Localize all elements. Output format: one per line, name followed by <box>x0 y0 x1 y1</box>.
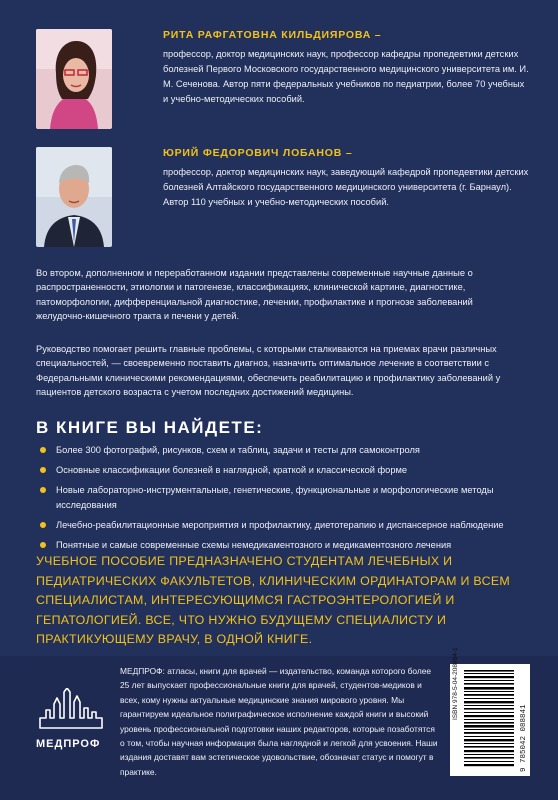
author-name-1: РИТА РАФГАТОВНА КИЛЬДИЯРОВА – <box>163 29 382 41</box>
author-bio-1: профессор, доктор медицинских наук, профессор кафедры пропедевтики детских болезней Первого Московского государственного медицинского университета им. И. М. Сеченова. Автор пяти федеральных учебников по педиатрии, более 70 учебных и учебно-методических пособий. <box>163 49 529 104</box>
publisher-about: МЕДПРОФ: атласы, книги для врачей — издательство, команда которого более 25 лет выпускает профессиональные книги для врачей, студентов-медиков и всех, кому нужны актуальные медицинские знания мирового уровня. Мы гарантируем идеальное полиграфическое исполнение каждой книги и высокий уровень профессиональной подготовки наших редакторов, которые позаботятся о том, чтобы научная информация была наглядной и легкой для усвоения. Наши издания доставят вам эстетическое удовольствие, обозначат статус и помогут в практике. <box>120 666 438 777</box>
barcode <box>450 647 530 776</box>
audience-slogan: УЧЕБНОЕ ПОСОБИЕ ПРЕДНАЗНАЧЕНО СТУДЕНТАМ ЛЕЧЕБНЫХ И ПЕДИАТРИЧЕСКИХ ФАКУЛЬТЕТОВ, КЛИНИЧЕСКИМ ОРДИНАТОРАМ И ВСЕМ СПЕЦИАЛИСТАМ, ИНТЕРЕСУЮЩИМСЯ ГАСТРОЭНТЕРОЛОГИЕЙ И ГЕПАТОЛОГИЕЙ. ВСЕ, ЧТО НУЖНО БУДУЩЕМУ СПЕЦИАЛИСТУ И ПРАКТИКУЮЩЕМУ ВРАЧУ, В ОДНОЙ КНИГЕ. <box>36 554 511 646</box>
bullet-icon <box>40 542 46 548</box>
feature-item: Лечебно-реабилитационные мероприятия и профилактику, диетотерапию и диспансерное наблюдение <box>36 518 522 532</box>
logo-text: МЕДПРОФ <box>36 738 101 750</box>
bullet-icon <box>40 487 46 493</box>
author-block-2 <box>36 147 529 251</box>
barcode-bars-icon <box>450 664 530 776</box>
author-photo-2 <box>36 147 112 247</box>
barcode-digits: 9 785042 088841 <box>520 704 528 772</box>
bullet-icon <box>40 447 46 453</box>
feature-item: Основные классификации болезней в наглядной, краткой и классической форме <box>36 463 522 477</box>
isbn-label: ISBN 978-5-04-208884-1 <box>452 647 459 720</box>
features-list <box>36 443 522 558</box>
description-paragraph-2: Руководство помогает решить главные проблемы, с которыми сталкиваются на приемах врачи различных специальностей, — своевременно поставить диагноз, назначить оптимальное лечение в соответствии с Федеральными клиническими рекомендациями, обеспечить реабилитацию и профилактику заболеваний у пациентов детского возраста с учетом последних достижений медицины. <box>36 344 501 397</box>
feature-item: Более 300 фотографий, рисунков, схем и таблиц, задачи и тесты для самоконтроля <box>36 443 522 457</box>
feature-item: Понятные и самые современные схемы немедикаментозного и медикаментозного лечения <box>36 538 522 552</box>
features-heading: В КНИГЕ ВЫ НАЙДЕТЕ: <box>36 418 264 437</box>
medprof-logo-icon <box>36 688 106 737</box>
author-photo-1 <box>36 29 112 129</box>
bullet-icon <box>40 467 46 473</box>
feature-item: Новые лабораторно-инструментальные, генетические, функциональные и морфологические методы исследования <box>36 483 522 511</box>
description-paragraph-1: Во втором, дополненном и переработанном издании представлены современные научные данные о распространенности, этиологии и патогенезе, классификациях, клинической картине, диагностике, патоморфологии, дифференциальной диагностике, лечении, профилактике и прогнозе заболеваний желудочно-кишечного тракта и печени у детей. <box>36 268 473 321</box>
author-block-1 <box>36 29 529 133</box>
author-name-2: ЮРИЙ ФЕДОРОВИЧ ЛОБАНОВ – <box>163 147 353 159</box>
bullet-icon <box>40 522 46 528</box>
author-bio-2: профессор, доктор медицинских наук, заведующий кафедрой пропедевтики детских болезней Алтайского государственного медицинского университета (г. Барнаул). Автор 110 учебных и учебно-методических пособий. <box>163 167 529 207</box>
